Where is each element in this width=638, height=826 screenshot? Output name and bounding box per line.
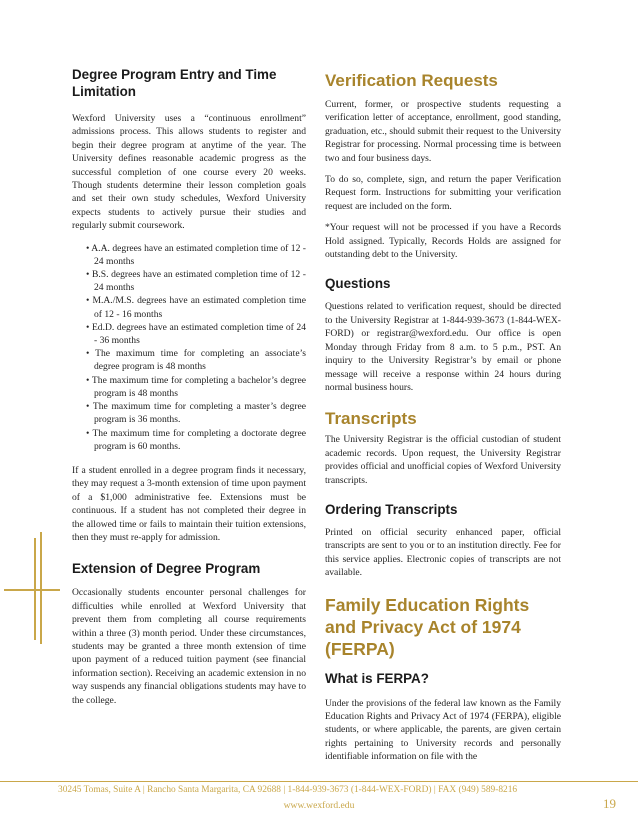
footer-rule (0, 781, 638, 782)
heading-what-is-ferpa: What is FERPA? (325, 670, 429, 686)
left-column (72, 66, 306, 707)
heading-transcripts: Transcripts (325, 409, 417, 429)
list-item: • A.A. degrees have an estimated completion time of 12 - 24 months (86, 242, 306, 267)
heading-extension: Extension of Degree Program (72, 561, 261, 577)
list-item: • The maximum time for completing a bachelor’s degree program is 48 months (86, 374, 306, 399)
paragraph-ferpa: Under the provisions of the federal law known as the Family Education Rights and Privacy Act of 1974 (FERPA), eligible students, or where applicable, the parents, are given certain rights pertaining to University records and personally identifiable information on file with the (325, 697, 561, 763)
right-column (325, 70, 561, 764)
decorative-vertical-line-2 (40, 532, 42, 644)
paragraph-questions: Questions related to verification request, should be directed to the University Registrar at 1-844-939-3673 (1-844-WEX-FORD) or registrar@wexford.edu. Our office is open Monday through Friday from 8 a.m. to 5 p.m., PST. An inquiry to the University Registrar’s by email or phone message will receive a response within 24 hours during normal business hours. (325, 301, 561, 393)
paragraph-continuous-enrollment: Wexford University uses a “continuous enrollment” admissions process. This allows students to register and begin their degree program at anytime of the year. The University defines reasonable academic progress as the successful completion of one course every 20 weeks. Though students determine their lesson completion goals and set their own study schedules, Wexford University expects students to actively pursue their studies and regularly submit coursework. (72, 113, 306, 232)
heading-verification: Verification Requests (325, 71, 498, 90)
heading-degree-entry: Degree Program Entry and Time Limitation (72, 67, 277, 99)
paragraph-extension-request: If a student enrolled in a degree program finds it necessary, they may request a 3-month extension of time upon payment of a $1,000 administrative fee. Extensions must be continuous. If a student has not completed their degree in the allowed time or fails to maintain their tuition extensions, then they must re-apply for admission. (72, 464, 306, 543)
paragraph-ordering: Printed on official security enhanced paper, official transcripts are sent to you or to an institution directly. Fee for this service applies. Electronic copies of transcripts are not available. (325, 526, 561, 579)
paragraph-extension-details: Occasionally students encounter personal challenges for difficulties while enrolled at Wexford University that prevent them from completing all course requirements within a three (3) month period. Under these circumstances, students may be granted a three month extension of time upon payment of a reduced tuition payment (see financial information section). Receiving an academic extension in no way suspends any financial obligations students may have to the college. (72, 587, 306, 706)
list-item: • The maximum time for completing an associate’s degree program is 48 months (86, 348, 306, 373)
list-item: • B.S. degrees have an estimated completion time of 12 - 24 months (86, 269, 306, 294)
paragraph-verification-1: Current, former, or prospective students requesting a verification letter of acceptance, enrollment, good standing, graduation, etc., should submit their request to the University Registrar for processing. Normal processing time is between two and four business days. (325, 99, 561, 164)
list-item: • M.A./M.S. degrees have an estimated completion time of 12 - 16 months (86, 295, 306, 320)
paragraph-transcripts: The University Registrar is the official custodian of student academic records. Upon request, the University Registrar provides official and unofficial copies of Wexford University transcripts. (325, 434, 561, 486)
decorative-horizontal-line (4, 589, 60, 591)
heading-ordering-transcripts: Ordering Transcripts (325, 501, 458, 517)
heading-questions: Questions (325, 276, 391, 292)
footer-address: 30245 Tomas, Suite A | Rancho Santa Margarita, CA 92688 | 1-844-939-3673 (1-844-WEX-FORD) | FAX (949) 589-8216 (58, 785, 518, 795)
list-item: • The maximum time for completing a master’s degree program is 36 months. (86, 401, 306, 426)
footer-website[interactable]: www.wexford.edu (283, 800, 355, 811)
paragraph-verification-2: To do so, complete, sign, and return the paper Verification Request form. Instructions for submitting your verification request are included on the form. (325, 174, 561, 212)
paragraph-verification-3: *Your request will not be processed if you have a Records Hold assigned. Typically, Records Holds are assigned for outstanding debt to the University. (325, 222, 561, 261)
completion-time-list (86, 242, 306, 453)
list-item: • The maximum time for completing a doctorate degree program is 60 months. (86, 427, 306, 452)
heading-ferpa: Family Education Rights and Privacy Act of 1974 (FERPA) (325, 594, 530, 659)
list-item: • Ed.D. degrees have an estimated completion time of 24 - 36 months (86, 321, 306, 347)
page-number: 19 (603, 796, 616, 811)
